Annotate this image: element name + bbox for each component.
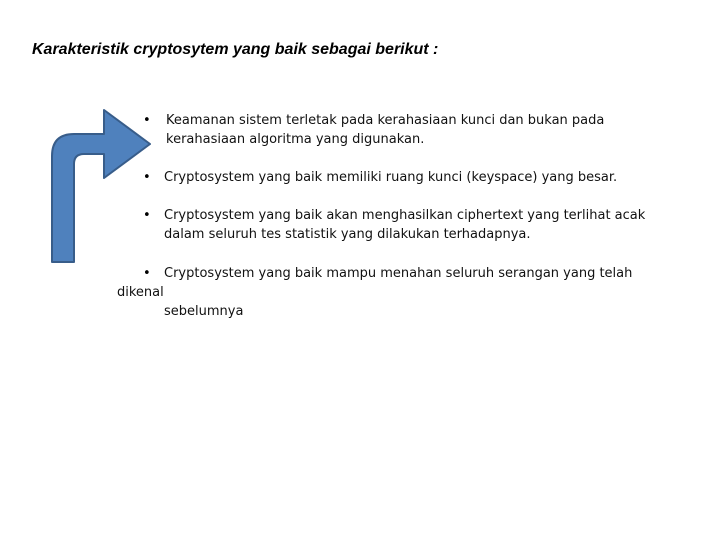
list-item-3-line-2: dalam seluruh tes statistik yang dilakukan terhadapnya. (164, 227, 531, 242)
list-item-1-line-1: Keamanan sistem terletak pada kerahasiaan kunci dan bukan pada (166, 113, 605, 128)
list-item-4-line-2: dikenal (117, 285, 164, 300)
arrow-shape (52, 110, 150, 262)
bullet-2: • (143, 170, 151, 185)
list-item-1 (166, 111, 604, 149)
list-item-4-line-1: Cryptosystem yang baik mampu menahan seluruh serangan yang telah (164, 266, 633, 281)
bullet-3: • (143, 208, 151, 223)
list-item-3-line-1: Cryptosystem yang baik akan menghasilkan ciphertext yang terlihat acak (164, 208, 646, 223)
bent-up-right-arrow-icon (46, 104, 154, 264)
bullet-4: • (143, 266, 151, 281)
list-item-1-line-2: kerahasiaan algoritma yang digunakan. (166, 132, 425, 147)
bullet-1: • (143, 113, 151, 128)
list-item-2 (164, 168, 617, 187)
list-item-3 (164, 206, 645, 244)
list-item-2-line-1: Cryptosystem yang baik memiliki ruang kunci (keyspace) yang besar. (164, 170, 618, 185)
list-item-4-line-3: sebelumnya (164, 304, 244, 319)
slide-title: Karakteristik cryptosytem yang baik sebagai berikut : (32, 41, 439, 58)
